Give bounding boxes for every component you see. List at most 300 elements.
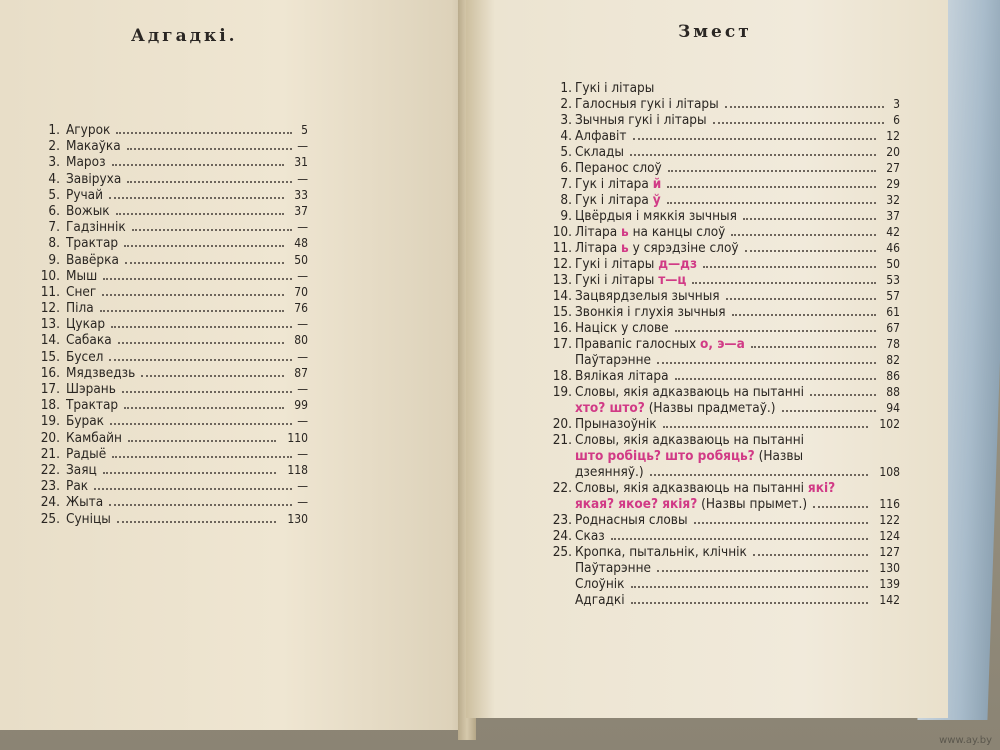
toc-page-number: 94 <box>886 401 900 415</box>
leader-dots <box>122 389 292 393</box>
toc-row <box>542 256 932 272</box>
leader-dots <box>109 357 292 361</box>
toc-title-text: Склады <box>575 144 625 160</box>
toc-title <box>575 480 835 496</box>
toc-number: 15. <box>40 348 60 365</box>
toc-title-text: Трактар <box>66 235 119 252</box>
toc-row <box>30 381 330 397</box>
toc-title-text: Галосныя гукі і літары <box>575 96 719 112</box>
toc-row <box>542 480 932 496</box>
toc-highlight-text: ь <box>621 240 629 256</box>
toc-title-text: Вялікая літара <box>575 368 669 384</box>
leader-dots <box>650 472 868 476</box>
toc-title-text: Гадзіннік <box>66 219 126 236</box>
leader-dots <box>116 130 292 134</box>
toc-row <box>542 576 932 592</box>
toc-page-number: — <box>297 446 308 461</box>
leader-dots <box>713 120 884 124</box>
toc-row <box>542 416 932 432</box>
toc-number: 11. <box>40 283 60 300</box>
toc-title <box>66 349 103 365</box>
toc-number: 8. <box>560 192 572 208</box>
toc-page-number: 87 <box>294 365 308 380</box>
toc-title <box>575 304 726 320</box>
toc-row <box>30 252 330 268</box>
toc-number: 21. <box>40 445 60 462</box>
toc-row <box>542 592 932 608</box>
toc-title-text: Гукі і літары <box>575 256 655 272</box>
toc-title-text: Правапіс галосных <box>575 336 697 352</box>
toc-page-number: 82 <box>886 353 900 367</box>
toc-page-number: 61 <box>886 305 900 319</box>
toc-row <box>30 397 330 413</box>
toc-number: 17. <box>40 381 60 397</box>
toc-row <box>542 160 932 176</box>
toc-title <box>575 576 625 592</box>
toc-row <box>542 128 932 144</box>
toc-row <box>542 96 932 112</box>
toc-number: 18. <box>552 368 572 384</box>
toc-page-number: 20 <box>886 145 900 159</box>
toc-number: 22. <box>40 461 60 478</box>
toc-highlight-text: ў <box>652 192 661 208</box>
toc-title <box>66 235 118 251</box>
toc-title <box>575 432 804 448</box>
toc-row <box>542 80 932 96</box>
toc-title-text: Вожык <box>66 202 110 219</box>
toc-page-number: 142 <box>879 593 900 607</box>
toc-title <box>575 272 686 288</box>
toc-number: 14. <box>552 288 572 304</box>
toc-row <box>542 336 932 352</box>
toc-page-number: 37 <box>886 209 900 223</box>
toc-page-number: — <box>297 171 308 186</box>
toc-number: 2. <box>48 138 60 155</box>
toc-row <box>30 122 330 138</box>
leader-dots <box>611 536 868 540</box>
toc-number: 9. <box>560 208 572 224</box>
toc-title <box>575 176 661 192</box>
toc-title <box>575 560 651 576</box>
leader-dots <box>127 179 292 183</box>
toc-page-number: 53 <box>886 273 900 287</box>
toc-title <box>66 446 106 462</box>
toc-title-continuation: (Назвы <box>758 448 804 464</box>
toc-title-text: Снег <box>66 283 97 300</box>
leader-dots <box>675 376 876 380</box>
leader-dots <box>116 211 284 215</box>
toc-title-text: Піла <box>66 300 94 317</box>
toc-page-number: 31 <box>294 155 308 170</box>
toc-number: 7. <box>560 176 572 192</box>
toc-title <box>575 288 720 304</box>
toc-title <box>575 144 624 160</box>
toc-title <box>575 512 688 528</box>
leader-dots <box>112 162 284 166</box>
toc-row <box>30 349 330 365</box>
toc-row <box>542 448 932 464</box>
toc-number: 7. <box>48 219 60 236</box>
toc-row <box>30 171 330 187</box>
leader-dots <box>675 328 876 332</box>
toc-number: 10. <box>40 267 60 284</box>
toc-title <box>66 154 106 170</box>
toc-title-text: Сказ <box>575 528 605 544</box>
toc-row <box>30 203 330 219</box>
toc-number: 4. <box>48 170 60 187</box>
toc-title <box>66 511 111 527</box>
toc-number: 25. <box>40 510 60 527</box>
leader-dots <box>117 519 276 523</box>
toc-title-continuation: (Назвы прадметаў.) <box>648 400 776 416</box>
toc-number: 8. <box>48 235 60 252</box>
toc-title-text: Гук і літара <box>575 176 649 192</box>
toc-title <box>66 316 105 332</box>
leader-dots <box>127 146 292 150</box>
toc-title-continuation: (Назвы прымет.) <box>701 496 808 512</box>
toc-row <box>542 224 932 240</box>
toc-number: 24. <box>40 494 60 511</box>
toc-title <box>66 365 135 381</box>
toc-page-number: 5 <box>301 123 308 137</box>
toc-number: 21. <box>552 432 572 448</box>
toc-title <box>66 138 121 154</box>
leader-dots <box>124 405 284 409</box>
toc-title-text: Алфавіт <box>575 128 627 144</box>
toc-title-text: Бурак <box>66 413 105 430</box>
toc-number: 17. <box>552 336 572 352</box>
toc-number: 19. <box>40 413 60 430</box>
toc-title <box>575 80 654 96</box>
toc-number: 13. <box>40 316 60 333</box>
toc-title <box>66 203 110 219</box>
toc-page-number: — <box>297 414 308 429</box>
toc-title <box>66 268 97 284</box>
toc-page-number: 80 <box>294 333 308 348</box>
toc-row <box>30 332 330 348</box>
toc-highlight-text: якая? якое? якія? <box>575 496 698 512</box>
toc-page-number: — <box>297 139 308 154</box>
toc-page-number: 33 <box>294 187 308 202</box>
toc-title-continuation: на канцы слоў <box>632 224 726 240</box>
leader-dots <box>703 264 876 268</box>
toc-number: 1. <box>48 122 60 138</box>
toc-title-text: Суніцы <box>66 510 111 527</box>
toc-title <box>575 528 605 544</box>
leader-dots <box>118 340 284 344</box>
leader-dots <box>751 344 876 348</box>
toc-title-text: Звонкія і глухія зычныя <box>575 304 726 320</box>
toc-page-number: 102 <box>879 417 900 431</box>
toc-highlight-text: які? <box>807 480 836 496</box>
toc-title-text: Камбайн <box>66 429 122 446</box>
leader-dots <box>663 424 868 428</box>
toc-page-number: 116 <box>879 497 900 511</box>
watermark: www.ay.by <box>939 735 992 746</box>
toc-highlight-text: й <box>652 176 662 192</box>
toc-number: 1. <box>560 80 572 96</box>
toc-title-text: Слоўнік <box>575 576 625 592</box>
toc-row <box>30 316 330 332</box>
toc-title-text: Словы, якія адказваюць на пытанні <box>575 384 805 400</box>
toc-title <box>575 352 651 368</box>
toc-title-text: Агурок <box>66 122 111 138</box>
toc-row <box>30 268 330 284</box>
toc-row <box>30 430 330 446</box>
toc-row <box>30 413 330 429</box>
right-page-title: Змест <box>678 22 752 42</box>
toc-page-number: 130 <box>287 511 308 526</box>
toc-title-text: Рак <box>66 478 89 495</box>
toc-title-text: Ручай <box>66 186 104 203</box>
toc-number: 15. <box>552 304 572 320</box>
toc-title <box>66 430 122 446</box>
leader-dots <box>111 324 292 328</box>
leader-dots <box>102 292 284 296</box>
toc-title <box>66 494 103 510</box>
toc-page-number: — <box>297 349 308 364</box>
toc-row <box>542 432 932 448</box>
toc-title-text: Мароз <box>66 154 106 171</box>
toc-page-number: 42 <box>886 225 900 239</box>
toc-title-text: Зычныя гукі і літары <box>575 112 707 128</box>
toc-title-text: Зацвярдзелыя зычныя <box>575 288 720 304</box>
leader-dots <box>694 520 868 524</box>
toc-title-text: Макаўка <box>66 138 121 155</box>
toc-number: 13. <box>552 272 572 288</box>
toc-row <box>542 560 932 576</box>
toc-title-text: Сабака <box>66 332 112 349</box>
toc-title-text: Цукар <box>66 316 106 333</box>
toc-title <box>575 368 669 384</box>
toc-title <box>575 160 662 176</box>
toc-title <box>575 240 739 256</box>
leader-dots <box>100 308 284 312</box>
toc-row <box>30 300 330 316</box>
toc-page-number: 130 <box>879 561 900 575</box>
toc-title <box>575 96 719 112</box>
toc-page-number: 139 <box>879 577 900 591</box>
toc-number: 24. <box>552 528 572 544</box>
toc-number: 5. <box>560 144 572 160</box>
toc-row <box>542 400 932 416</box>
toc-number: 6. <box>560 160 572 176</box>
leader-dots <box>745 248 876 252</box>
toc-title <box>575 256 697 272</box>
leader-dots <box>633 136 876 140</box>
toc-row <box>542 352 932 368</box>
leader-dots <box>109 502 292 506</box>
toc-title-text: Завіруха <box>66 170 122 187</box>
toc-title <box>575 416 657 432</box>
toc-title-text: Літара <box>575 224 618 240</box>
toc-row <box>542 512 932 528</box>
toc-title-text: Паўтарэнне <box>575 560 652 576</box>
toc-page-number: — <box>297 317 308 332</box>
leader-dots <box>631 584 868 588</box>
leader-dots <box>112 454 292 458</box>
toc-title-text: Адгадкі <box>575 592 625 608</box>
toc-title-text: Прыназоўнік <box>575 416 657 432</box>
toc-title-text: Радыё <box>66 445 107 462</box>
toc-title <box>66 413 104 429</box>
leader-dots <box>109 195 284 199</box>
toc-title-text: Перанос слоў <box>575 160 662 176</box>
leader-dots <box>692 280 876 284</box>
leader-dots <box>667 200 876 204</box>
leader-dots <box>124 243 284 247</box>
toc-title <box>66 219 126 235</box>
toc-row <box>542 496 932 512</box>
leader-dots <box>103 470 276 474</box>
toc-page-number: 110 <box>287 430 308 445</box>
toc-page-number: 78 <box>886 337 900 351</box>
toc-title-text: дзеянняў.) <box>575 464 644 480</box>
toc-page-number: 76 <box>294 301 308 316</box>
toc-page-number: 50 <box>294 252 308 267</box>
toc-row <box>542 208 932 224</box>
leader-dots <box>103 276 292 280</box>
leader-dots <box>132 227 292 231</box>
toc-row <box>30 494 330 510</box>
toc-highlight-text: што робіць? што робяць? <box>575 448 755 464</box>
toc-title <box>575 464 644 480</box>
toc-number: 19. <box>552 384 572 400</box>
toc-row <box>542 272 932 288</box>
toc-title <box>575 384 804 400</box>
leader-dots <box>813 504 868 508</box>
toc-number: 2. <box>560 96 572 112</box>
toc-number: 6. <box>48 202 60 219</box>
toc-number: 16. <box>552 320 572 336</box>
toc-row <box>542 288 932 304</box>
toc-title-text: Словы, якія адказваюць на пытанні <box>575 432 805 448</box>
toc-page-number: 67 <box>886 321 900 335</box>
toc-title <box>66 381 116 397</box>
toc-page-number: — <box>297 220 308 235</box>
toc-title-text: Мядзведзь <box>66 364 136 381</box>
toc-highlight-text: ь <box>621 224 629 240</box>
toc-page-number: 124 <box>879 529 900 543</box>
toc-page-number: 37 <box>294 203 308 218</box>
toc-number: 3. <box>48 154 60 171</box>
toc-page-number: 127 <box>879 545 900 559</box>
toc-page-number: — <box>297 268 308 283</box>
right-page <box>466 0 948 718</box>
toc-page-number: 122 <box>879 513 900 527</box>
toc-row <box>30 478 330 494</box>
toc-highlight-text: о, э—а <box>700 336 745 352</box>
toc-title <box>575 400 776 416</box>
leader-dots <box>94 486 292 490</box>
toc-number: 5. <box>48 186 60 203</box>
toc-title <box>575 128 627 144</box>
toc-title-text: Націск у слове <box>575 320 669 336</box>
toc-number: 22. <box>552 480 572 496</box>
toc-title-text: Жыта <box>66 494 104 511</box>
toc-title-text: Бусел <box>66 348 104 365</box>
toc-page-number: 48 <box>294 236 308 251</box>
toc-number: 9. <box>48 251 60 268</box>
toc-row <box>542 320 932 336</box>
toc-title-text: Гук і літара <box>575 192 649 208</box>
toc-highlight-text: д—дз <box>658 256 698 272</box>
toc-title <box>575 336 745 352</box>
toc-row <box>542 144 932 160</box>
leader-dots <box>657 360 876 364</box>
toc-title <box>575 208 737 224</box>
toc-page-number: 108 <box>879 465 900 479</box>
toc-title-text: Трактар <box>66 397 119 414</box>
toc-title <box>575 448 803 464</box>
toc-number: 23. <box>552 512 572 528</box>
toc-row <box>542 528 932 544</box>
toc-number: 14. <box>40 332 60 349</box>
leader-dots <box>141 373 284 377</box>
toc-title-text: Шэрань <box>66 381 116 397</box>
leader-dots <box>731 232 876 236</box>
toc-page-number: 27 <box>886 161 900 175</box>
riddles-list <box>30 122 330 527</box>
toc-row <box>542 112 932 128</box>
toc-title <box>66 252 119 268</box>
toc-row <box>30 284 330 300</box>
toc-row <box>30 462 330 478</box>
toc-page-number: 50 <box>886 257 900 271</box>
toc-row <box>30 138 330 154</box>
toc-number: 12. <box>552 256 572 272</box>
toc-title <box>575 112 707 128</box>
left-page-title: Адгадкі. <box>131 26 238 46</box>
toc-number: 23. <box>40 478 60 495</box>
toc-title <box>66 478 88 494</box>
toc-page-number: 12 <box>886 129 900 143</box>
toc-page-number: 70 <box>294 284 308 299</box>
toc-number: 25. <box>552 544 572 560</box>
toc-title-text: Цвёрдыя і мяккія зычныя <box>575 208 737 224</box>
toc-row <box>30 446 330 462</box>
toc-row <box>542 384 932 400</box>
toc-page-number: — <box>297 479 308 494</box>
toc-number: 10. <box>552 224 572 240</box>
toc-row <box>542 192 932 208</box>
toc-title <box>66 187 103 203</box>
toc-row <box>542 240 932 256</box>
toc-page-number: 6 <box>893 113 900 127</box>
toc-title-continuation: у сярэдзіне слоў <box>632 240 739 256</box>
toc-title <box>66 397 118 413</box>
toc-page-number: 88 <box>886 385 900 399</box>
toc-title-text: Літара <box>575 240 618 256</box>
toc-row <box>542 544 932 560</box>
toc-title <box>66 332 112 348</box>
toc-row <box>30 187 330 203</box>
toc-page-number: 32 <box>886 193 900 207</box>
toc-title-text: Гукі і літары <box>575 80 655 96</box>
leader-dots <box>125 260 284 264</box>
toc-page-number: — <box>297 382 308 396</box>
toc-row <box>30 365 330 381</box>
toc-title <box>66 300 94 316</box>
toc-title-text: Паўтарэнне <box>575 352 652 368</box>
toc-number: 16. <box>40 364 60 381</box>
toc-title-text: Вавёрка <box>66 251 119 268</box>
toc-title <box>66 122 110 138</box>
toc-page-number: — <box>297 495 308 510</box>
contents-list <box>542 80 932 608</box>
leader-dots <box>631 600 868 604</box>
toc-title-text: Кропка, пытальнік, клічнік <box>575 544 747 560</box>
